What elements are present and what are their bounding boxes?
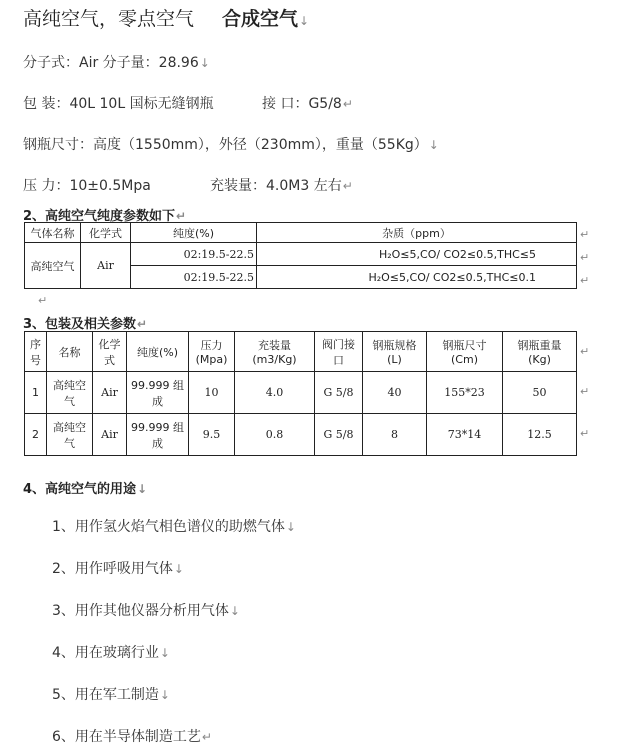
cell-name-line1: 高纯空 <box>53 378 86 392</box>
line-break-mark: ↓ <box>173 562 184 576</box>
header-valve-line2: 口 <box>333 353 344 367</box>
section-2-heading-text: 2、高纯空气纯度参数如下 <box>23 209 176 224</box>
header-name-line1: 名称 <box>58 345 81 359</box>
cell-purity: 02:19.5-22.5 <box>131 243 257 266</box>
cell-pressure: 9.5 <box>189 414 235 456</box>
connector-line <box>262 93 353 113</box>
paragraph-mark: ↵ <box>38 294 48 307</box>
paragraph-mark: ↵ <box>201 730 212 744</box>
purity-table-header-row <box>25 223 577 243</box>
header-pressure-line1: 压力 <box>200 339 223 352</box>
line-break-mark: ↓ <box>199 56 210 70</box>
header-cylinder-weight <box>503 332 577 372</box>
header-fill-line2: (m3/Kg) <box>252 353 297 366</box>
section-3-heading <box>23 313 147 332</box>
header-gas-name: 气体名称 <box>25 223 81 243</box>
cell-impurity: H₂O≤5,CO/ CO2≤0.5,THC≤5 <box>257 243 577 266</box>
cell-no: 1 <box>25 372 47 414</box>
header-weight-line1: 钢瓶重量 <box>517 339 562 352</box>
cell-purity <box>127 372 189 414</box>
cell-impurity: H₂O≤5,CO/ CO2≤0.5,THC≤0.1 <box>257 266 577 289</box>
fill-text: 充装量：4.0M3 左右 <box>210 178 342 194</box>
header-no-line2: 号 <box>30 353 41 367</box>
header-formula-line2: 式 <box>104 353 115 367</box>
header-spec-line1: 钢瓶规格 <box>372 339 417 352</box>
header-purity <box>127 332 189 372</box>
section-4-heading-text: 4、高纯空气的用途 <box>23 482 137 497</box>
table-row <box>25 414 577 456</box>
cell-valve: G 5/8 <box>315 414 363 456</box>
formula-line <box>23 52 210 72</box>
pressure-line <box>23 175 151 195</box>
list-item <box>52 642 170 662</box>
table-row <box>25 243 577 266</box>
header-fill-line1: 充装量 <box>258 339 291 352</box>
paragraph-mark: ↵ <box>176 209 187 223</box>
cell-cylinder-spec: 8 <box>363 414 427 456</box>
connector-text: 接 口：G5/8 <box>262 96 342 112</box>
paragraph-mark: ↵ <box>580 427 590 440</box>
use-item-text: 2、用作呼吸用气体 <box>52 561 173 577</box>
use-item-text: 6、用在半导体制造工艺 <box>52 729 201 745</box>
list-item <box>52 684 170 704</box>
use-item-text: 5、用在军工制造 <box>52 687 159 703</box>
cylinder-size-line <box>23 134 439 154</box>
cell-purity <box>127 414 189 456</box>
header-spec-line2: (L) <box>387 353 402 366</box>
header-cylinder-size <box>427 332 503 372</box>
cell-cylinder-weight: 50 <box>503 372 577 414</box>
cell-fill: 0.8 <box>235 414 315 456</box>
title-bold: 合成空气 <box>222 8 299 30</box>
paragraph-mark: ↵ <box>342 179 353 193</box>
cylinder-size-text: 钢瓶尺寸：高度（1550mm），外径（230mm），重量（55Kg） <box>23 137 428 153</box>
cell-cylinder-weight: 12.5 <box>503 414 577 456</box>
list-item <box>52 726 212 746</box>
package-table-header-row <box>25 332 577 372</box>
table-row <box>25 372 577 414</box>
header-no-line1: 序 <box>30 337 41 351</box>
cell-formula: Air <box>81 243 131 289</box>
header-weight-line2: (Kg) <box>528 353 551 366</box>
paragraph-mark: ↵ <box>580 345 590 358</box>
title-main: 高纯空气，零点空气 <box>23 8 195 30</box>
header-formula: 化学式 <box>81 223 131 243</box>
use-item-text: 4、用在玻璃行业 <box>52 645 159 661</box>
package-table <box>24 331 577 456</box>
header-fill <box>235 332 315 372</box>
header-formula <box>93 332 127 372</box>
header-size-line1: 钢瓶尺寸 <box>442 339 487 352</box>
paragraph-mark: ↵ <box>580 385 590 398</box>
line-break-mark: ↓ <box>159 646 170 660</box>
list-item <box>52 600 240 620</box>
section-4-heading <box>23 478 147 497</box>
line-break-mark: ↓ <box>229 604 240 618</box>
pressure-text: 压 力：10±0.5Mpa <box>23 178 151 194</box>
package-line <box>23 93 214 113</box>
cell-purity-line2: 成 <box>152 394 163 408</box>
header-valve <box>315 332 363 372</box>
line-break-mark: ↓ <box>299 14 310 28</box>
cell-gas-name: 高纯空气 <box>25 243 81 289</box>
cell-name-line1: 高纯空 <box>53 420 86 434</box>
header-pressure-line2: (Mpa) <box>195 353 228 366</box>
use-item-text: 1、用作氢火焰气相色谱仪的助燃气体 <box>52 519 285 535</box>
cell-purity: 02:19.5-22.5 <box>131 266 257 289</box>
cell-purity-line1: 99.999 组 <box>131 378 184 392</box>
paragraph-mark: ↵ <box>580 274 590 287</box>
fill-line <box>210 175 353 195</box>
cell-cylinder-size: 155*23 <box>427 372 503 414</box>
cell-purity-line2: 成 <box>152 436 163 450</box>
paragraph-mark: ↵ <box>342 97 353 111</box>
cell-name <box>47 414 93 456</box>
line-break-mark: ↓ <box>428 138 439 152</box>
line-break-mark: ↓ <box>159 688 170 702</box>
section-3-heading-text: 3、包装及相关参数 <box>23 317 137 332</box>
header-size-line2: (Cm) <box>451 353 478 366</box>
header-purity: 纯度(%) <box>131 223 257 243</box>
cell-formula: Air <box>93 372 127 414</box>
line-break-mark: ↓ <box>285 520 296 534</box>
header-impurity: 杂质（ppm） <box>257 223 577 243</box>
header-purity-line1: 纯度(%) <box>136 345 179 359</box>
list-item <box>52 516 296 536</box>
paragraph-mark: ↵ <box>580 228 590 241</box>
header-no <box>25 332 47 372</box>
use-item-text: 3、用作其他仪器分析用气体 <box>52 603 229 619</box>
cell-name-line2: 气 <box>64 394 75 408</box>
cell-cylinder-size: 73*14 <box>427 414 503 456</box>
header-valve-line1: 阀门接 <box>322 337 355 351</box>
cell-name <box>47 372 93 414</box>
package-text: 包 装：40L 10L 国标无缝钢瓶 <box>23 96 214 112</box>
line-break-mark: ↓ <box>137 482 148 496</box>
paragraph-mark: ↵ <box>580 251 590 264</box>
formula-text: 分子式：Air 分子量：28.96 <box>23 55 199 71</box>
cell-no: 2 <box>25 414 47 456</box>
paragraph-mark: ↵ <box>137 317 148 331</box>
header-formula-line1: 化学 <box>98 337 121 351</box>
cell-cylinder-spec: 40 <box>363 372 427 414</box>
header-cylinder-spec <box>363 332 427 372</box>
cell-formula: Air <box>93 414 127 456</box>
cell-fill: 4.0 <box>235 372 315 414</box>
purity-table <box>24 222 577 289</box>
cell-pressure: 10 <box>189 372 235 414</box>
cell-purity-line1: 99.999 组 <box>131 420 184 434</box>
page-title <box>23 4 309 31</box>
cell-name-line2: 气 <box>64 436 75 450</box>
header-pressure <box>189 332 235 372</box>
header-name <box>47 332 93 372</box>
cell-valve: G 5/8 <box>315 372 363 414</box>
list-item <box>52 558 184 578</box>
